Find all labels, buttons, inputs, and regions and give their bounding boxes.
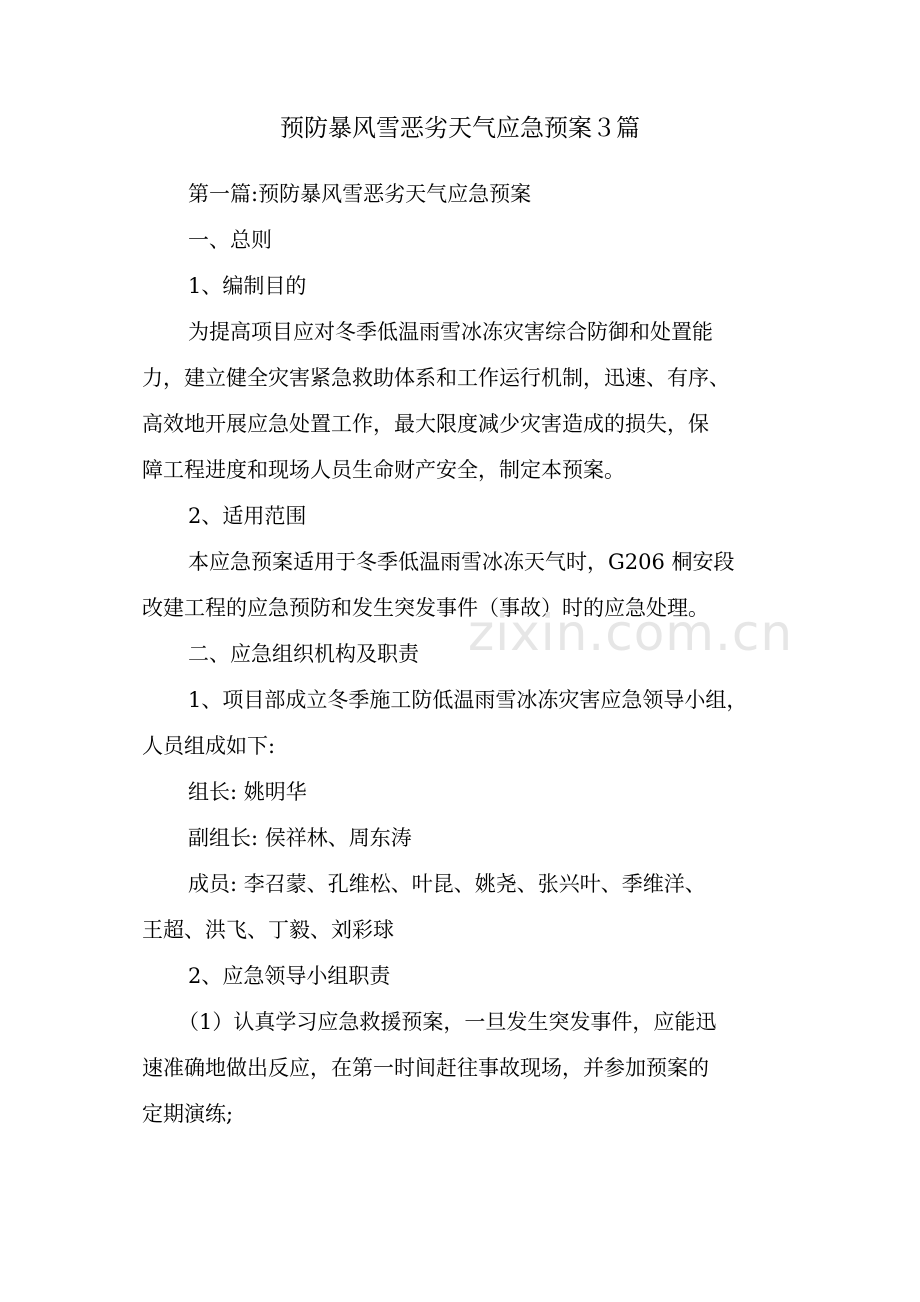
chapter-heading: 第一篇:预防暴风雪恶劣天气应急预案: [188, 182, 532, 206]
text-line: 力，建立健全灾害紧急救助体系和工作运行机制，迅速、有序、: [142, 366, 730, 390]
text-line: 本应急预案适用于冬季低温雨雪冰冻天气时，G206 桐安段: [188, 550, 735, 574]
text-line: 定期演练;: [142, 1102, 234, 1126]
text-line: 高效地开展应急处置工作，最大限度减少灾害造成的损失，保: [142, 412, 709, 436]
paragraph-scope: [142, 539, 782, 631]
team-members: [142, 861, 782, 953]
team-leader: 组长: 姚明华: [188, 780, 307, 804]
text-line: 速准确地做出反应，在第一时间赶往事故现场，并参加预案的: [142, 1056, 709, 1080]
text-line: 人员组成如下:: [142, 734, 276, 758]
text-line: 成员: 李召蒙、孔维松、叶昆、姚尧、张兴叶、季维洋、: [188, 872, 706, 896]
text-line: 1、项目部成立冬季施工防低温雨雪冰冻灾害应急领导小组，: [188, 688, 748, 712]
text-line: （1）认真学习应急救援预案，一旦发生突发事件，应能迅: [178, 1010, 717, 1034]
text-line: 王超、洪飞、丁毅、刘彩球: [142, 918, 394, 942]
text-line: 改建工程的应急预防和发生突发事件（事故）时的应急处理。: [142, 596, 709, 620]
watermark: zixin.com.cn: [468, 604, 794, 662]
subsection-heading-scope: 2、适用范围: [188, 504, 307, 528]
subsection-heading-duties: 2、应急领导小组职责: [188, 964, 391, 988]
text-line: 障工程进度和现场人员生命财产安全，制定本预案。: [142, 458, 625, 482]
section-heading-organization: 二、应急组织机构及职责: [188, 642, 419, 666]
document-title: 预防暴风雪恶劣天气应急预案３篇: [280, 114, 640, 142]
paragraph-team-setup: [142, 677, 782, 769]
deputy-leaders: 副组长: 侯祥林、周东涛: [188, 826, 412, 850]
section-heading-general: 一、总则: [188, 228, 272, 252]
text-line: 为提高项目应对冬季低温雨雪冰冻灾害综合防御和处置能: [188, 320, 713, 344]
paragraph-purpose: [142, 309, 782, 493]
subsection-heading-purpose: 1、编制目的: [188, 274, 307, 298]
paragraph-duty-1: [142, 999, 782, 1137]
